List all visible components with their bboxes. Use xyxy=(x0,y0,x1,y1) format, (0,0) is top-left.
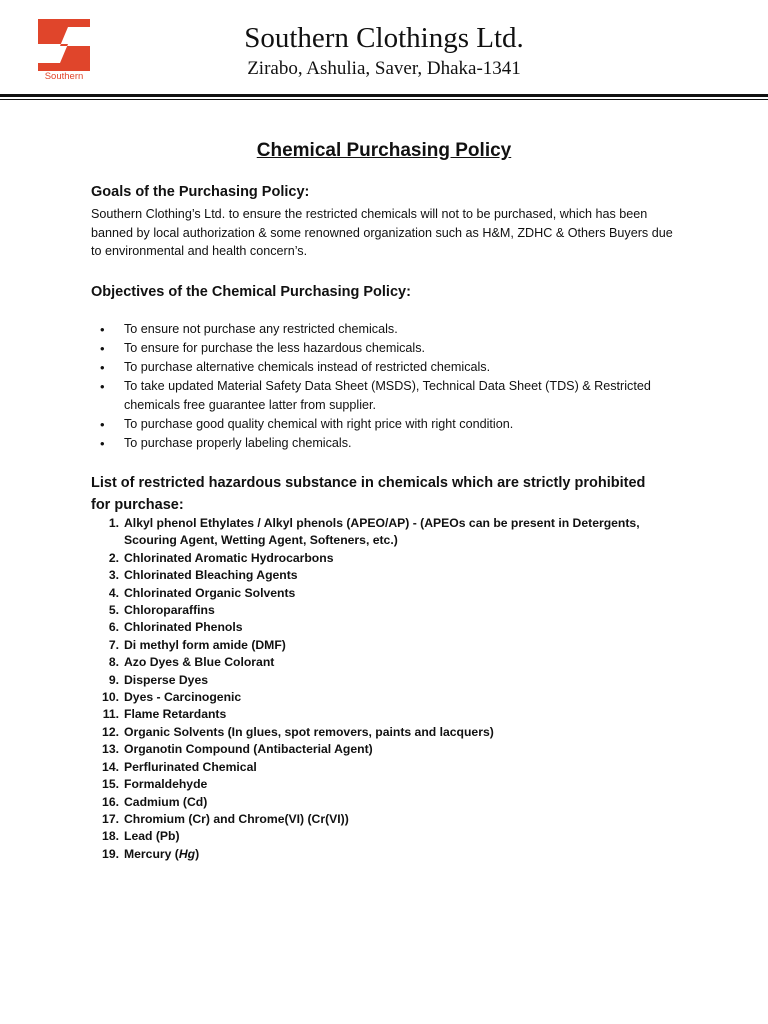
list-item: • To ensure not purchase any restricted chemicals. xyxy=(91,320,691,339)
list-item: • To purchase good quality chemical with right price with right condition. xyxy=(91,415,691,434)
list-item: 6. Chlorinated Phenols xyxy=(108,620,243,635)
southern-logo xyxy=(38,19,90,81)
list-item: • To take updated Material Safety Data Sheet (MSDS), Technical Data Sheet (TDS) & Restricted chemicals free guarantee latter from supplier. xyxy=(91,377,691,415)
list-item: 18. Lead (Pb) xyxy=(102,829,180,844)
list-item: 16. Cadmium (Cd) xyxy=(102,794,208,809)
list-item: 15. Formaldehyde xyxy=(102,777,208,792)
company-name: Southern Clothings Ltd. xyxy=(244,22,524,54)
restricted-heading: List of restricted hazardous substance in chemicals which are strictly prohibited for purchase: xyxy=(91,475,646,513)
list-item: 11. Flame Retardants xyxy=(102,707,227,722)
list-item: • To purchase alternative chemicals instead of restricted chemicals. xyxy=(91,358,691,377)
list-item: 2. Chlorinated Aromatic Hydrocarbons xyxy=(108,550,334,565)
goals-heading: Goals of the Purchasing Policy: xyxy=(91,184,310,200)
list-item: 5. Chloroparaffins xyxy=(108,603,215,618)
restricted-substances-list xyxy=(91,515,691,863)
list-item: 12. Organic Solvents (In glues, spot removers, paints and lacquers) xyxy=(102,724,494,739)
list-item: • To ensure for purchase the less hazardous chemicals. xyxy=(91,339,691,358)
goals-text: Southern Clothing’s Ltd. to ensure the restricted chemicals will not to be purchased, which has been banned by local authorization & some renowned organization such as H&M, ZDHC & Others Buyers due to environmental and health concern’s. xyxy=(91,207,673,258)
list-item: 14. Perflurinated Chemical xyxy=(102,759,257,774)
header-divider-thick xyxy=(0,94,768,97)
list-item: 9. Disperse Dyes xyxy=(108,672,209,687)
list-item: 7. Di methyl form amide (DMF) xyxy=(108,637,286,652)
company-address: Zirabo, Ashulia, Saver, Dhaka-1341 xyxy=(247,58,521,79)
header-divider-thin xyxy=(0,99,768,100)
list-item: 1. Alkyl phenol Ethylates / Alkyl phenols (APEO/AP) - (APEOs can be present in Detergents, Scouring Agent, Wetting Agent, Softeners, etc.) xyxy=(108,516,640,548)
list-item: 4. Chlorinated Organic Solvents xyxy=(108,585,296,600)
list-item: 17. Chromium (Cr) and Chrome(VI) (Cr(VI)) xyxy=(102,811,349,826)
list-item: 8. Azo Dyes & Blue Colorant xyxy=(108,655,275,670)
objectives-list xyxy=(91,320,691,453)
letterhead xyxy=(0,0,768,100)
logo-text: Southern xyxy=(44,71,84,81)
list-item: 19. Mercury (Hg) xyxy=(102,846,200,861)
objectives-heading: Objectives of the Chemical Purchasing Policy: xyxy=(91,284,411,300)
list-item: 13. Organotin Compound (Antibacterial Agent) xyxy=(102,742,373,757)
document-title: Chemical Purchasing Policy xyxy=(256,140,512,161)
list-item: • To purchase properly labeling chemicals. xyxy=(91,434,691,453)
list-item: 3. Chlorinated Bleaching Agents xyxy=(108,568,298,583)
list-item: 10. Dyes - Carcinogenic xyxy=(102,690,242,705)
